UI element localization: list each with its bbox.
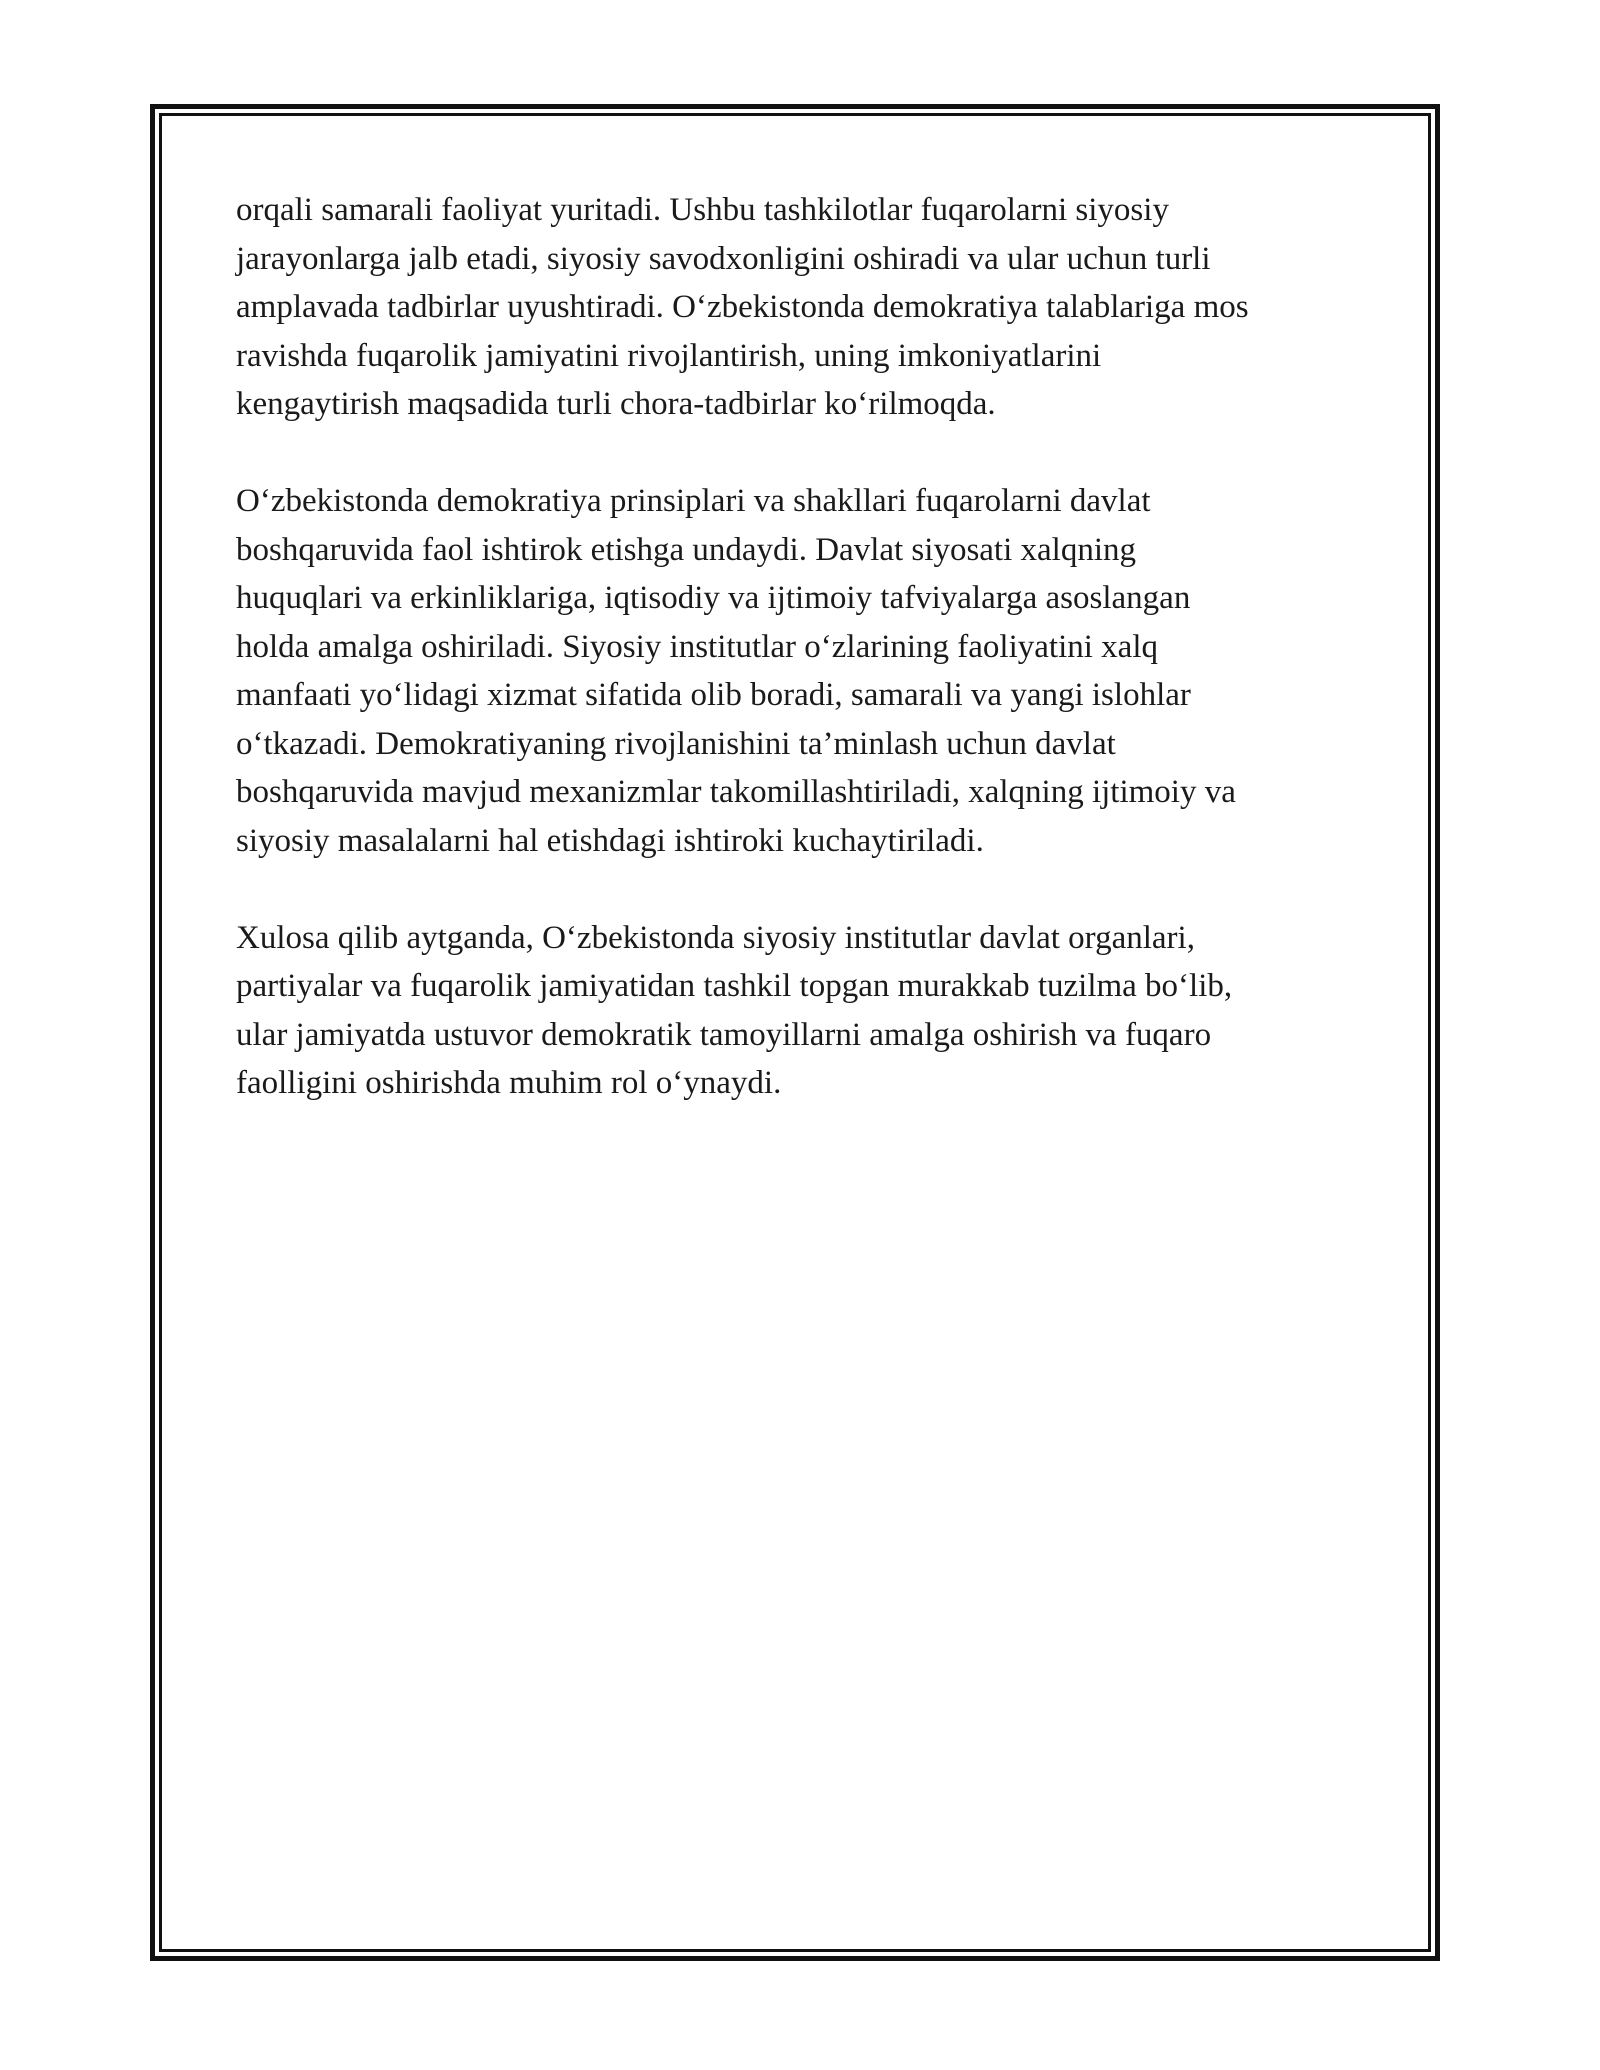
text-line: jarayonlarga jalb etadi, siyosiy savodxonligini oshiradi va ular uchun turli: [236, 240, 1211, 277]
document-body: [236, 186, 1386, 1156]
paragraph-3: [236, 914, 1386, 1108]
text-line: O‘zbekistonda demokratiya prinsiplari va shakllari fuqarolarni davlat: [236, 483, 1151, 519]
text-line: kengaytirish maqsadida turli chora-tadbirlar ko‘rilmoqda.: [236, 386, 996, 422]
text-line: manfaati yo‘lidagi xizmat sifatida olib boradi, samarali va yangi islohlar: [236, 677, 1191, 713]
text-line: boshqaruvida faol ishtirok etishga undaydi. Davlat siyosati xalqning: [236, 531, 1137, 568]
text-line: amplavada tadbirlar uyushtiradi. O‘zbekistonda demokratiya talablariga mos: [236, 289, 1249, 325]
text-line: faolligini oshirishda muhim rol o‘ynaydi.: [236, 1065, 782, 1101]
paragraph-2: [236, 477, 1386, 865]
paragraph-1: [236, 186, 1386, 429]
text-line: partiyalar va fuqarolik jamiyatidan tashkil topgan murakkab tuzilma bo‘lib,: [236, 968, 1233, 1004]
text-line: ular jamiyatda ustuvor demokratik tamoyillarni amalga oshirish va fuqaro: [236, 1016, 1212, 1053]
text-line: boshqaruvida mavjud mexanizmlar takomillashtiriladi, xalqning ijtimoiy va: [236, 774, 1236, 810]
text-line: o‘tkazadi. Demokratiyaning rivojlanishini ta’minlash uchun davlat: [236, 725, 1116, 762]
text-line: Xulosa qilib aytganda, O‘zbekistonda siyosiy institutlar davlat organlari,: [236, 919, 1195, 956]
text-line: siyosiy masalalarni hal etishdagi ishtiroki kuchaytiriladi.: [236, 822, 984, 859]
text-line: huquqlari va erkinliklariga, iqtisodiy va ijtimoiy tafviyalarga asoslangan: [236, 580, 1191, 616]
text-line: holda amalga oshiriladi. Siyosiy institutlar o‘zlarining faoliyatini xalq: [236, 628, 1158, 665]
text-line: orqali samarali faoliyat yuritadi. Ushbu tashkilotlar fuqarolarni siyosiy: [236, 192, 1169, 228]
text-line: ravishda fuqarolik jamiyatini rivojlantirish, uning imkoniyatlarini: [236, 337, 1102, 374]
